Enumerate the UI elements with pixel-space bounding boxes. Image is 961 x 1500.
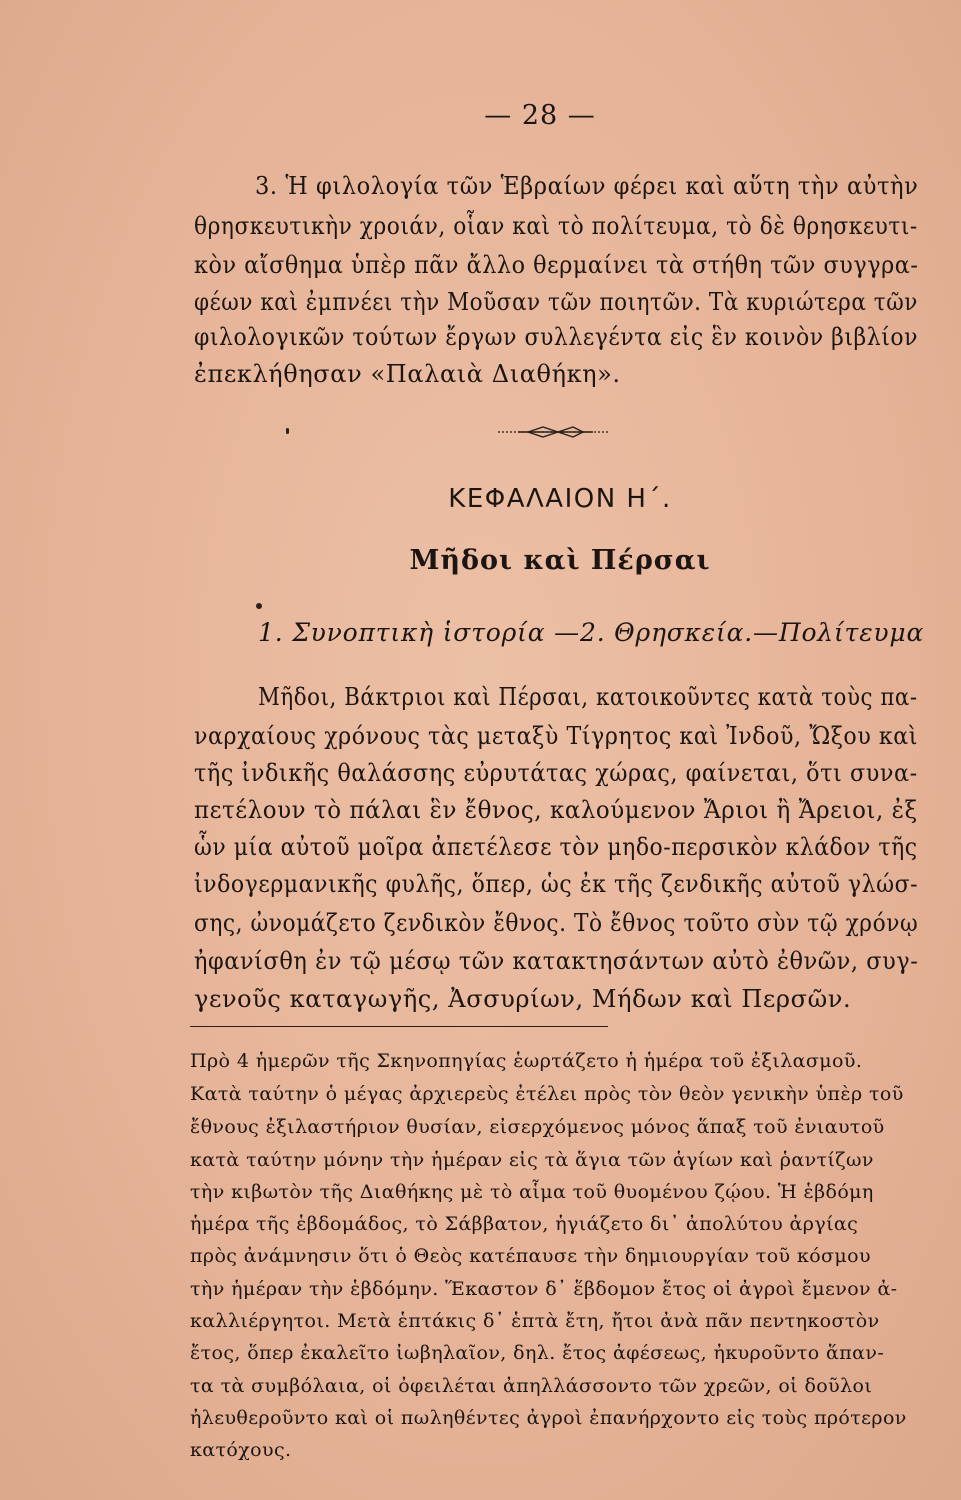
footnote-line: κατὰ ταύτην μόνην τὴν ἡμέραν εἰς τὰ ἅγια τῶν ἁγίων καὶ ῥαντίζων: [190, 1149, 874, 1171]
page-number: — 28 —: [484, 100, 596, 131]
text-line: πετέλουν τὸ πάλαι ἓν ἔθνος, καλούμενον Ἄριοι ἢ Ἄρειοι, ἐξ: [194, 796, 918, 824]
footnote-line: τὴν ἡμέραν τὴν ἑβδόμην. Ἕκαστον δ᾿ ἕβδομον ἔτος οἱ ἀγροὶ ἔμενον ἀ-: [190, 1278, 898, 1300]
chapter-heading: ΚΕΦΑΛΑΙΟΝ Η΄.: [448, 484, 672, 514]
footnote-line: κατόχους.: [190, 1439, 292, 1461]
footnote-line: Κατὰ ταύτην ὁ μέγας ἀρχιερεὺς ἐτέλει πρὸς τὸν θεὸν γενικὴν ὑπὲρ τοῦ: [190, 1083, 904, 1105]
footnote-line: ἔθνους ἐξιλαστήριον θυσίαν, εἰσερχόμενος μόνος ἅπαξ τοῦ ἐνιαυτοῦ: [190, 1116, 885, 1138]
text-line: 3. Ἡ φιλολογία τῶν Ἑβραίων φέρει καὶ αὕτη τὴν αὐτὴν: [255, 172, 919, 200]
footnote-line: ἠλευθεροῦντο καὶ οἱ πωληθέντες ἀγροὶ ἐπανήρχοντο εἰς τοὺς πρότερον: [190, 1407, 907, 1429]
text-line: Μῆδοι, Βάκτριοι καὶ Πέρσαι, κατοικοῦντες κατὰ τοὺς πα-: [258, 683, 918, 711]
text-line: θρησκευτικὴν χροιάν, οἷαν καὶ τὸ πολίτευμα, τὸ δὲ θρησκευτι-: [194, 212, 918, 240]
text-line: τῆς ἰνδικῆς θαλάσσης εὐρυτάτας χώρας, φαίνεται, ὅτι συνα-: [194, 759, 918, 787]
text-line: ἰνδογερμανικῆς φυλῆς, ὅπερ, ὡς ἐκ τῆς ζενδικῆς αὐτοῦ γλώσ-: [194, 870, 919, 898]
footnote-line: τα τὰ συμβόλαια, οἱ ὀφειλέται ἀπηλλάσσοντο τῶν χρεῶν, οἱ δοῦλοι: [190, 1375, 873, 1397]
footnote-line: Πρὸ 4 ἡμερῶν τῆς Σκηνοπηγίας ἑωρτάζετο ἡ ἡμέρα τοῦ ἐξιλασμοῦ.: [190, 1050, 863, 1072]
footnote-line: ἔτος, ὅπερ ἐκαλεῖτο ἰωβηλαῖον, δηλ. ἔτος ἀφέσεως, ἠκυροῦντο ἅπαν-: [190, 1342, 885, 1364]
text-line: γενοῦς καταγωγῆς, Ἀσσυρίων, Μήδων καὶ Περσῶν.: [194, 985, 852, 1013]
text-line: φιλολογικῶν τούτων ἔργων συλλεγέντα εἰς ἓν κοινὸν βιβλίον: [194, 323, 919, 351]
text-line: κὸν αἴσθημα ὑπὲρ πᾶν ἄλλο θερμαίνει τὰ στήθη τῶν συγγρα-: [194, 251, 919, 279]
text-line: σης, ὠνομάζετο ζενδικὸν ἔθνος. Τὸ ἔθνος τοῦτο σὺν τῷ χρόνῳ: [194, 909, 919, 937]
ornament-divider: [498, 424, 608, 440]
ink-speck: [256, 603, 262, 609]
text-line: ἐπεκλήθησαν «Παλαιὰ Διαθήκη».: [194, 360, 621, 388]
chapter-title: Μῆδοι καὶ Πέρσαι: [409, 545, 711, 576]
footnote-line: καλλιέργητοι. Μετὰ ἑπτάκις δ᾿ ἑπτὰ ἔτη, ἤτοι ἀνὰ πᾶν πεντηκοστὸν: [190, 1310, 880, 1332]
footnote-rule: [190, 1026, 608, 1027]
footnote-line: τὴν κιβωτὸν τῆς Διαθήκης μὲ τὸ αἷμα τοῦ θυομένου ζῴου. Ἡ ἑβδόμη: [190, 1181, 874, 1203]
text-line: ὧν μία αὐτοῦ μοῖρα ἀπετέλεσε τὸν μηδο-περσικὸν κλάδον τῆς: [194, 833, 918, 861]
footnote-line: ἡμέρα τῆς ἑβδομάδος, τὸ Σάββατον, ἡγιάζετο δι᾿ ἀπολύτου ἀργίας: [190, 1213, 859, 1235]
chapter-summary: 1. Συνοπτικὴ ἱστορία —2. Θρησκεία.—Πολίτευμα: [258, 618, 925, 647]
text-line: ναρχαίους χρόνους τὰς μεταξὺ Τίγρητος καὶ Ἰνδοῦ, Ὤξου καὶ: [194, 722, 919, 750]
ink-speck: [286, 428, 289, 434]
text-line: φέων καὶ ἐμπνέει τὴν Μοῦσαν τῶν ποιητῶν. Τὰ κυριώτερα τῶν: [194, 288, 918, 316]
footnote-line: πρὸς ἀνάμνησιν ὅτι ὁ Θεὸς κατέπαυσε τὴν δημιουργίαν τοῦ κόσμου: [190, 1245, 871, 1267]
text-line: ἠφανίσθη ἐν τῷ μέσῳ τῶν κατακτησάντων αὐτὸ ἐθνῶν, συγ-: [194, 947, 919, 975]
